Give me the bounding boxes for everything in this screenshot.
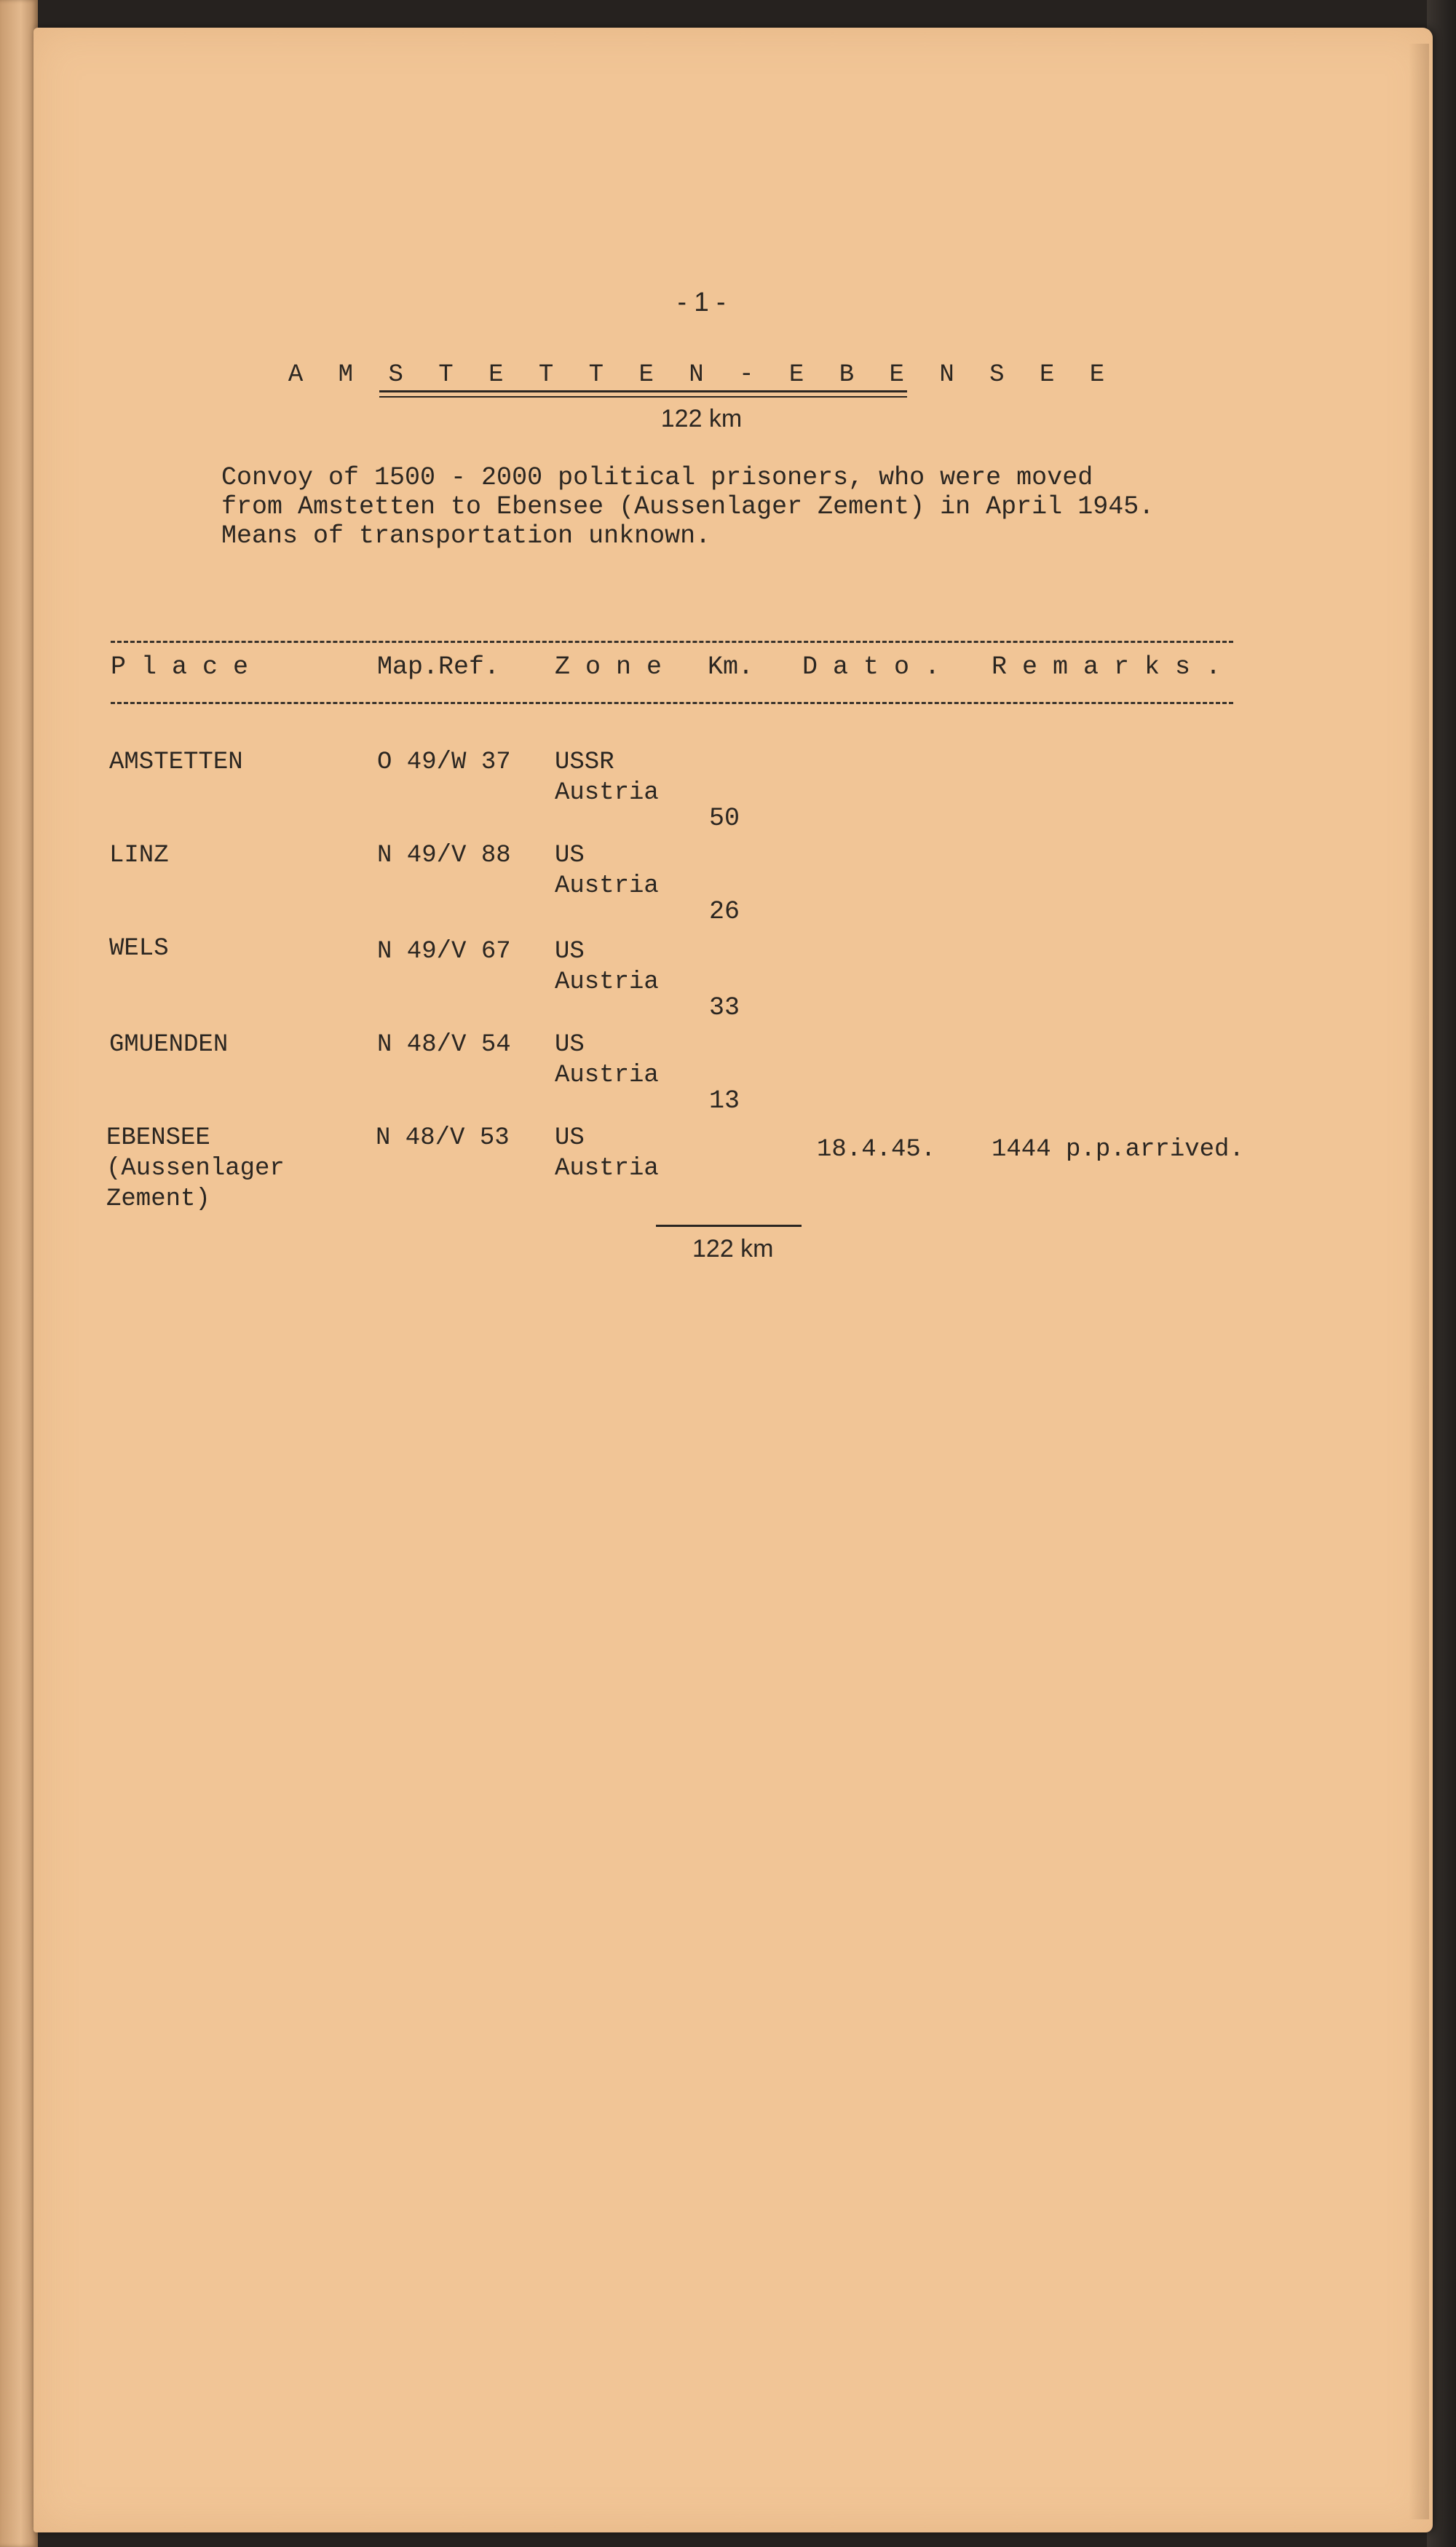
zone-line: Austria: [555, 872, 659, 900]
zone-line: Austria: [555, 779, 659, 807]
title-underline-second: [379, 396, 907, 398]
header-mapref: Map.Ref.: [377, 652, 500, 682]
place-line: Zement): [106, 1185, 210, 1213]
table-row-zone: [555, 1030, 659, 1091]
zone-line: US: [555, 938, 585, 966]
table-row-date: 18.4.45.: [817, 1136, 936, 1164]
table-row-place: [106, 1123, 285, 1215]
table-row-place: [109, 933, 169, 964]
segment-km: 50: [709, 804, 740, 833]
document-page: [33, 28, 1433, 2532]
zone-line: US: [555, 1031, 585, 1059]
zone-line: USSR: [555, 749, 614, 776]
header-date: D a t o .: [802, 652, 941, 682]
description-paragraph: [221, 463, 1154, 550]
paragraph-line: from Amstetten to Ebensee (Aussenlager Zement) in April 1945.: [221, 492, 1155, 521]
table-row-place: [109, 840, 169, 871]
header-km: Km.: [708, 652, 754, 682]
header-rule-bottom: [111, 702, 1233, 704]
zone-line: Austria: [555, 968, 659, 996]
table-row-zone: [555, 936, 659, 998]
table-row-place: [109, 747, 243, 778]
place-line: EBENSEE: [106, 1124, 210, 1152]
table-row-zone: [555, 747, 659, 808]
table-row-remarks: 1444 p.p.arrived.: [992, 1136, 1244, 1164]
document-title: A M S T E T T E N - E B E N S E E: [288, 361, 1115, 389]
book-spine: [0, 0, 38, 2547]
table-row-zone: [555, 1123, 659, 1184]
place-line: GMUENDEN: [109, 1031, 229, 1059]
place-line: WELS: [109, 935, 169, 963]
zone-line: US: [555, 842, 585, 869]
paragraph-line: Convoy of 1500 - 2000 political prisoners, who were moved: [221, 463, 1093, 492]
page-number: - 1 -: [677, 287, 726, 317]
table-row-mapref: O 49/W 37: [377, 749, 511, 776]
paragraph-line: Means of transportation unknown.: [221, 521, 711, 550]
route-distance: 122 km: [660, 405, 743, 433]
table-row-mapref: N 48/V 53: [376, 1124, 510, 1152]
total-rule: [656, 1225, 802, 1227]
segment-km: 13: [709, 1086, 740, 1115]
zone-line: Austria: [555, 1155, 659, 1182]
header-place: P l a c e: [111, 652, 249, 682]
header-zone: Z o n e: [555, 652, 662, 682]
table-row-mapref: N 49/V 67: [377, 938, 511, 966]
zone-line: Austria: [555, 1062, 659, 1089]
zone-line: US: [555, 1124, 585, 1152]
place-line: LINZ: [109, 842, 169, 869]
segment-km: 26: [709, 897, 740, 926]
table-row-mapref: N 49/V 88: [377, 842, 511, 869]
table-row-place: [109, 1030, 228, 1060]
segment-km: 33: [709, 993, 740, 1022]
header-remarks: R e m a r k s .: [992, 652, 1222, 682]
title-underline: [379, 390, 907, 392]
total-distance: 122 km: [692, 1235, 774, 1263]
place-line: AMSTETTEN: [109, 749, 243, 776]
place-line: (Aussenlager: [106, 1155, 285, 1182]
header-rule-top: [111, 641, 1233, 643]
table-row-mapref: N 48/V 54: [377, 1031, 511, 1059]
page-edge-shadow: [1409, 44, 1429, 2519]
table-row-zone: [555, 840, 659, 901]
